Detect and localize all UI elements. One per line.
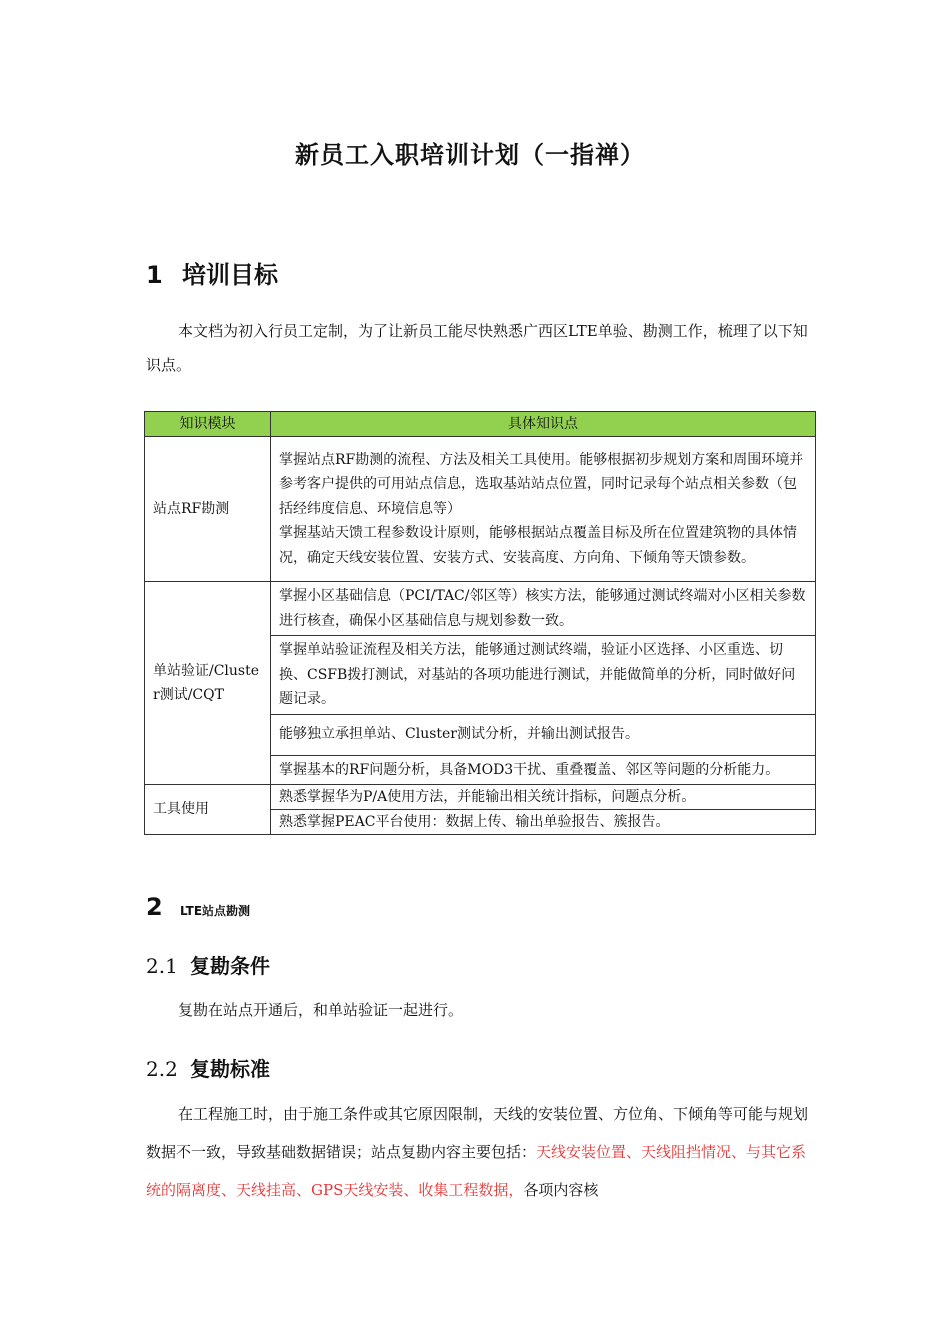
recheck-condition-paragraph: 复勘在站点开通后，和单站验证一起进行。 (178, 1001, 464, 1019)
point-cell: 熟悉掌握PEAC平台使用：数据上传、输出单验报告、簇报告。 (271, 810, 816, 835)
point-cell: 熟悉掌握华为P/A使用方法，并能输出相关统计指标，问题点分析。 (271, 785, 816, 810)
table-header-points: 具体知识点 (271, 412, 816, 437)
section-1-heading (146, 255, 278, 290)
intro-paragraph: 本文档为初入行员工定制，为了让新员工能尽快熟悉广西区LTE单验、勘测工作，梳理了以下知识点。 (146, 322, 808, 374)
section-title: LTE站点勘测 (180, 904, 251, 918)
subsection-2-1-heading (146, 950, 270, 979)
module-cell: 工具使用 (145, 785, 271, 835)
table-row (145, 582, 816, 636)
knowledge-table (144, 411, 816, 835)
point-cell: 掌握基本的RF问题分析，具备MOD3干扰、重叠覆盖、邻区等问题的分析能力。 (271, 755, 816, 785)
table-row (145, 785, 816, 810)
subsection-number: 2.1 (146, 954, 178, 978)
page-title: 新员工入职培训计划（一指禅） (295, 141, 645, 169)
module-cell: 单站验证/Cluster测试/CQT (145, 582, 271, 785)
section-number: 1 (146, 261, 163, 289)
section-2-heading (146, 893, 250, 921)
table-header-row (145, 412, 816, 437)
recheck-standard-paragraph (146, 1095, 810, 1209)
module-cell: 站点RF勘测 (145, 437, 271, 582)
subsection-title: 复勘标准 (190, 1057, 270, 1081)
highlighted-text: 天线安装位置、天线阻挡情况、与其它系统的隔离度、天线挂高、GPS天线安装、收集工程数据， (146, 1143, 807, 1199)
subsection-number: 2.2 (146, 1057, 178, 1081)
paragraph-text: 在工程施工时，由于施工条件或其它原因限制，天线的安装位置、方位角、下倾角等可能与规划数据不一致，导致基础数据错误；站点复勘内容主要包括： (146, 1105, 809, 1161)
point-cell: 掌握单站验证流程及相关方法，能够通过测试终端，验证小区选择、小区重选、切换、CSFB拨打测试，对基站的各项功能进行测试，并能做简单的分析，同时做好问题记录。 (271, 636, 816, 715)
point-cell: 能够独立承担单站、Cluster测试分析，并输出测试报告。 (271, 714, 816, 755)
section-number: 2 (146, 893, 163, 921)
paragraph-text: 各项内容核 (523, 1181, 599, 1199)
section-title: 培训目标 (182, 261, 278, 289)
subsection-2-2-heading (146, 1053, 270, 1082)
table-row (145, 437, 816, 582)
point-cell: 掌握站点RF勘测的流程、方法及相关工具使用。能够根据初步规划方案和周围环境并参考客户提供的可用站点信息，选取基站站点位置，同时记录每个站点相关参数（包括经纬度信息、环境信息等） 掌握基站天馈工程参数设计原则，能够根据站点覆盖目标及所在位置建筑物的具体情况，确定天线安装位置、安装方式、安装高度、方向角、下倾角等天馈参数。 (271, 437, 816, 582)
table-header-module: 知识模块 (145, 412, 271, 437)
point-cell: 掌握小区基础信息（PCI/TAC/邻区等）核实方法，能够通过测试终端对小区相关参数进行核查，确保小区基础信息与规划参数一致。 (271, 582, 816, 636)
subsection-title: 复勘条件 (190, 954, 270, 978)
